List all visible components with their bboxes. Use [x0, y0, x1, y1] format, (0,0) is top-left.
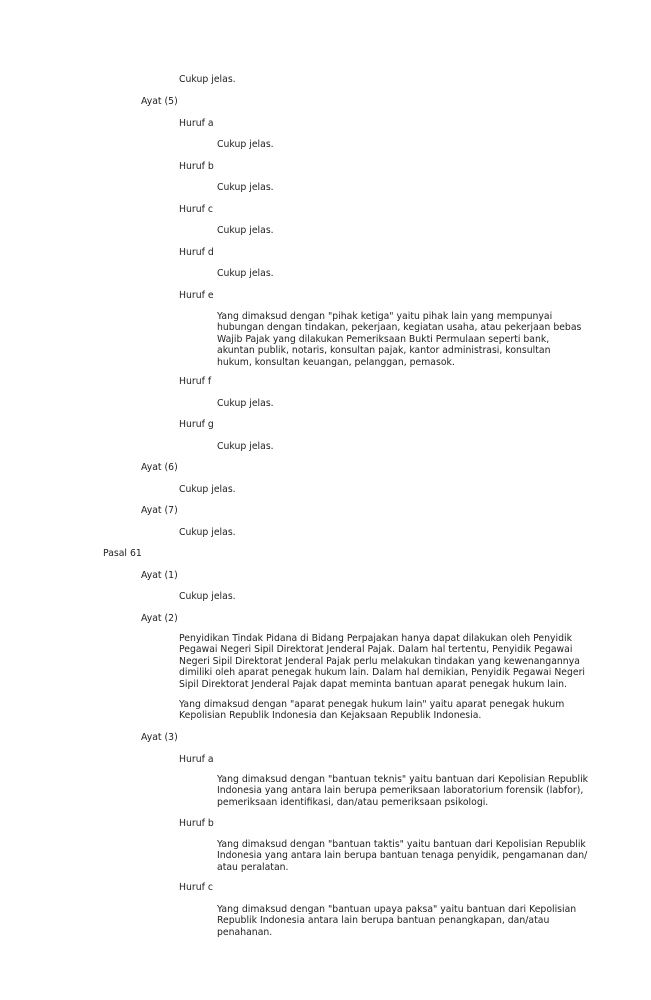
- huruf-heading: Huruf e: [179, 290, 214, 301]
- huruf-heading: Huruf c: [179, 204, 213, 215]
- huruf-heading: Huruf d: [179, 247, 214, 258]
- huruf-heading: Huruf a: [179, 118, 214, 129]
- explanation-text: Cukup jelas.: [179, 591, 236, 602]
- ayat-heading: Ayat (1): [141, 570, 178, 581]
- explanation-paragraph: Yang dimaksud dengan "aparat penegak hukum lain" yaitu aparat penegak hukum Kepolisian Republik Indonesia dan Kejaksaan Republik Indonesia.: [179, 699, 565, 722]
- explanation-text: Cukup jelas.: [179, 74, 236, 85]
- explanation-text: Cukup jelas.: [217, 268, 274, 279]
- explanation-paragraph: Yang dimaksud dengan "bantuan teknis" yaitu bantuan dari Kepolisian Republik Indonesia yang antara lain berupa pemeriksaan laboratorium forensik (labfor), pemeriksaan identifikasi, dan/atau pemeriksaan psikologi.: [217, 774, 589, 808]
- explanation-text: Cukup jelas.: [217, 398, 274, 409]
- huruf-heading: Huruf g: [179, 419, 214, 430]
- explanation-text: Cukup jelas.: [217, 441, 274, 452]
- huruf-heading: Huruf a: [179, 754, 214, 765]
- huruf-heading: Huruf b: [179, 818, 214, 829]
- huruf-heading: Huruf f: [179, 376, 212, 387]
- ayat-heading: Ayat (6): [141, 462, 178, 473]
- explanation-paragraph: Yang dimaksud dengan "pihak ketiga" yaitu pihak lain yang mempunyai hubungan dengan tindakan, pekerjaan, kegiatan usaha, atau pekerjaan bebas Wajib Pajak yang dilakukan Pemeriksaan Bukti Permulaan seperti bank, akuntan publik, notaris, konsultan pajak, kantor administrasi, konsultan hukum, konsultan keuangan, pelanggan, pemasok.: [217, 311, 582, 368]
- explanation-text: Cukup jelas.: [217, 139, 274, 150]
- explanation-paragraph: Yang dimaksud dengan "bantuan taktis" yaitu bantuan dari Kepolisian Republik Indonesia yang antara lain berupa bantuan tenaga penyidik, pengamanan dan/ atau peralatan.: [217, 839, 588, 873]
- explanation-paragraph: Penyidikan Tindak Pidana di Bidang Perpajakan hanya dapat dilakukan oleh Penyidik Pegawai Negeri Sipil Direktorat Jenderal Pajak. Dalam hal tertentu, Penyidik Pegawai Negeri Sipil Direktorat Jenderal Pajak perlu melakukan tindakan yang kewenangannya dimiliki oleh aparat penegak hukum lain. Dalam hal demikian, Penyidik Pegawai Negeri Sipil Direktorat Jenderal Pajak dapat meminta bantuan aparat penegak hukum lain.: [179, 633, 586, 690]
- explanation-paragraph: Yang dimaksud dengan "bantuan upaya paksa" yaitu bantuan dari Kepolisian Republik Indonesia antara lain berupa bantuan penangkapan, dan/atau penahanan.: [217, 904, 577, 938]
- huruf-heading: Huruf c: [179, 882, 213, 893]
- ayat-heading: Ayat (2): [141, 613, 178, 624]
- ayat-heading: Ayat (3): [141, 732, 178, 743]
- ayat-heading: Ayat (7): [141, 505, 178, 516]
- explanation-text: Cukup jelas.: [217, 225, 274, 236]
- explanation-text: Cukup jelas.: [217, 182, 274, 193]
- huruf-heading: Huruf b: [179, 161, 214, 172]
- ayat-heading: Ayat (5): [141, 96, 178, 107]
- pasal-heading: Pasal 61: [103, 548, 142, 559]
- explanation-text: Cukup jelas.: [179, 484, 236, 495]
- explanation-text: Cukup jelas.: [179, 527, 236, 538]
